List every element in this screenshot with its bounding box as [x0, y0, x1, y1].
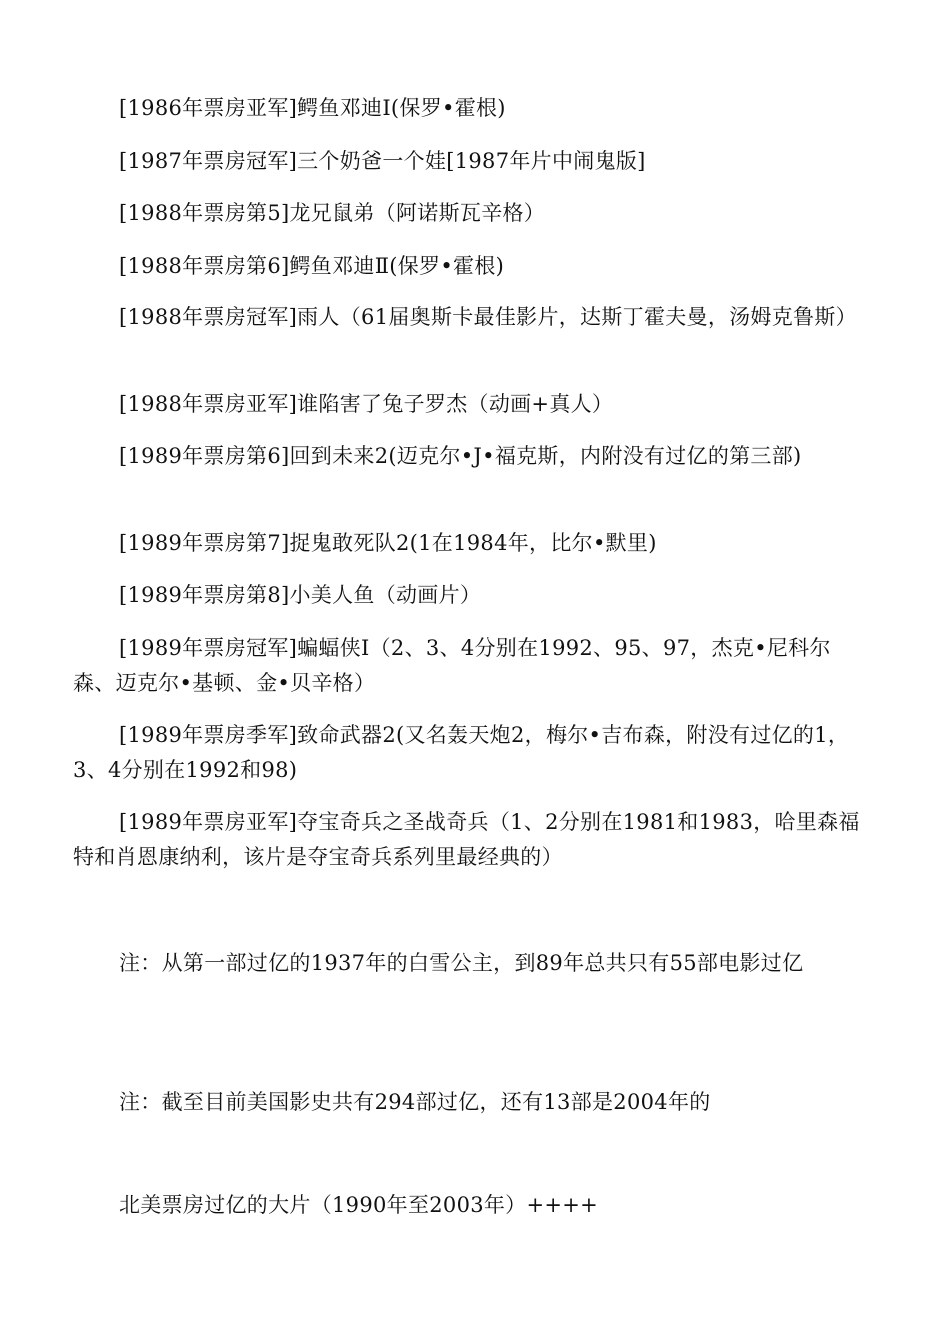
- section-heading: 北美票房过亿的大片（1990年至2003年）++++: [119, 1193, 599, 1217]
- note-second: 注：截至目前美国影史共有294部过亿，还有13部是2004年的: [119, 1090, 711, 1114]
- entry-1989-runner-up: [1989年票房亚军]夺宝奇兵之圣战奇兵（1、2分别在1981和1983，哈里森福特和肖恩康纳利，该片是夺宝奇兵系列里最经典的）: [73, 810, 860, 869]
- entry-1989-third: [1989年票房季军]致命武器2(又名轰天炮2，梅尔•吉布森，附没有过亿的1，3、4分别在1992和98): [73, 723, 850, 782]
- entry-1989-sixth: [1989年票房第6]回到未来2(迈克尔•J•福克斯，内附没有过亿的第三部): [119, 444, 802, 468]
- entry-1989-seventh: [1989年票房第7]捉鬼敢死队2(1在1984年，比尔•默里): [119, 531, 657, 555]
- entry-1988-champion: [1988年票房冠军]雨人（61届奥斯卡最佳影片，达斯丁霍夫曼，汤姆克鲁斯）: [119, 305, 857, 329]
- entry-1987-champion: [1987年票房冠军]三个奶爸一个娃[1987年片中闹鬼版]: [119, 149, 646, 173]
- entry-1989-champion: [1989年票房冠军]蝙蝠侠Ⅰ（2、3、4分别在1992、95、97，杰克•尼科尔森、迈克尔•基顿、金•贝辛格）: [73, 636, 831, 695]
- entry-1988-runner-up: [1988年票房亚军]谁陷害了兔子罗杰（动画+真人）: [119, 392, 614, 416]
- entry-1988-sixth: [1988年票房第6]鳄鱼邓迪Ⅱ(保罗•霍根): [119, 254, 505, 278]
- document-page: [73, 0, 873, 1344]
- entry-1989-eighth: [1989年票房第8]小美人鱼（动画片）: [119, 583, 482, 607]
- note-first: 注：从第一部过亿的1937年的白雪公主，到89年总共只有55部电影过亿: [119, 951, 804, 975]
- entry-1986-runner-up: [1986年票房亚军]鳄鱼邓迪Ⅰ(保罗•霍根): [119, 96, 506, 120]
- entry-1988-fifth: [1988年票房第5]龙兄鼠弟（阿诺斯瓦辛格）: [119, 201, 546, 225]
